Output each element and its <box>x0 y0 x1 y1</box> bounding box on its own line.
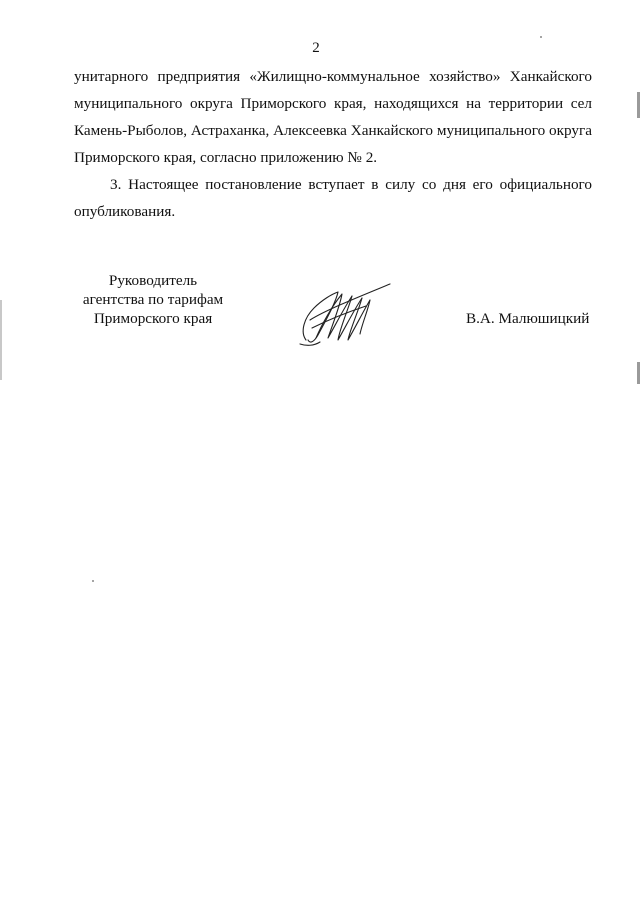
paragraph-continuation <box>74 63 592 171</box>
signer-name: В.А. Малюшицкий <box>466 310 590 327</box>
paragraph-line: муниципального округа Приморского края, находящихся на территории сел <box>74 95 592 112</box>
paragraph-line: Камень-Рыболов, Астраханка, Алексеевка Ханкайского муниципального округа <box>74 122 592 139</box>
signer-title-line: Приморского края <box>93 310 213 327</box>
scan-speck <box>540 36 542 38</box>
paragraph-effective-date <box>74 171 592 225</box>
paragraph-line: 3. Настоящее постановление вступает в силу со дня его официального <box>110 176 592 193</box>
handwritten-signature <box>296 280 396 350</box>
page-number: 2 <box>312 40 320 56</box>
signer-title <box>78 271 228 328</box>
signer-title-line: агентства по тарифам <box>82 291 224 308</box>
paragraph-line: опубликования. <box>74 203 176 220</box>
signer-title-line: Руководитель <box>108 272 198 289</box>
scan-speck <box>92 580 94 582</box>
scan-edge-mark <box>0 300 2 380</box>
paragraph-line: унитарного предприятия «Жилищно-коммунальное хозяйство» Ханкайского <box>74 68 592 85</box>
paragraph-line: Приморского края, согласно приложению № 2. <box>74 149 378 166</box>
